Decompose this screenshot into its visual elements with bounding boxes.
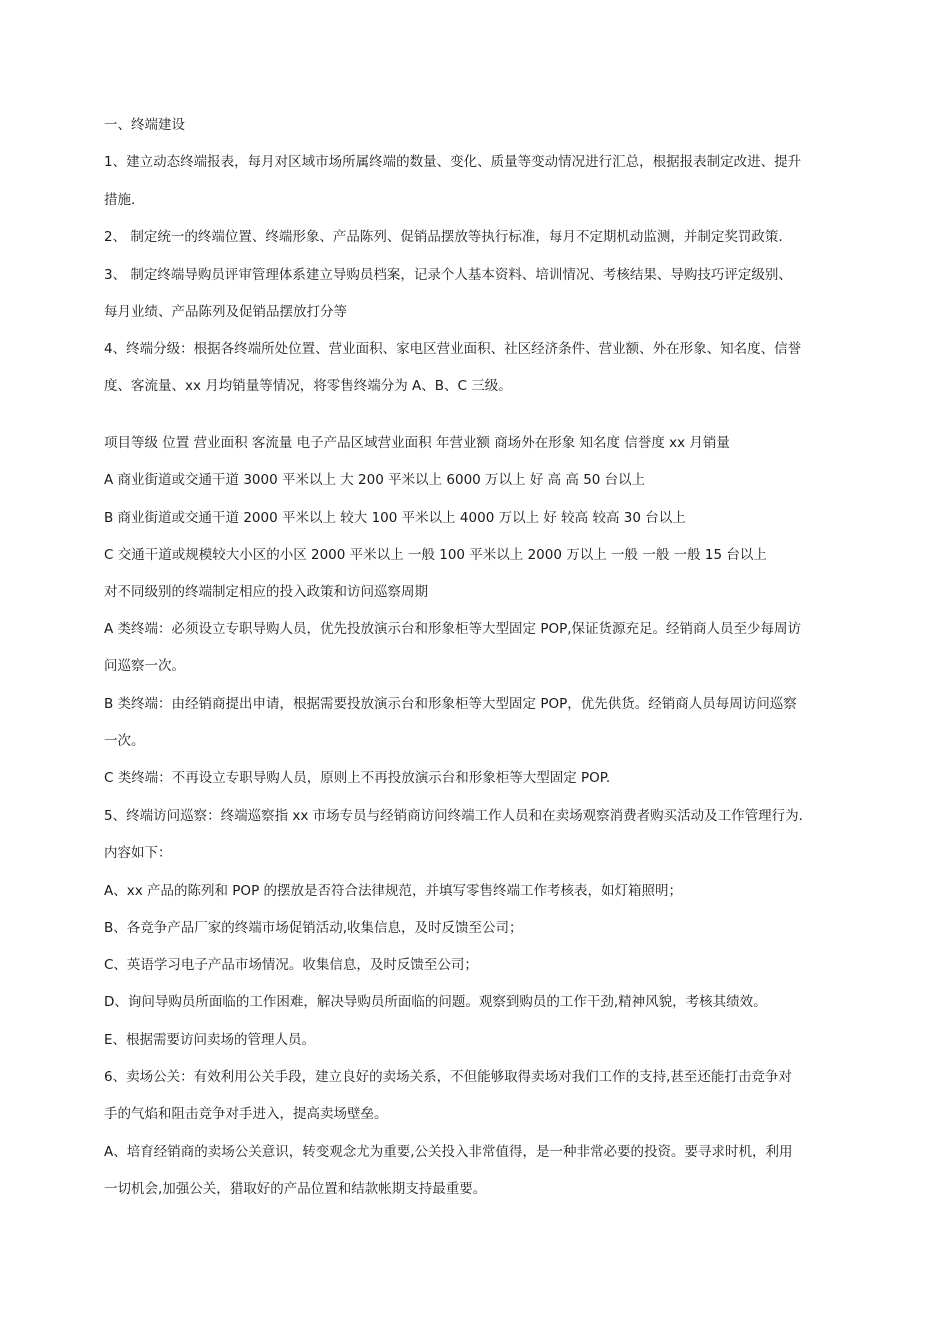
policy-b-line-1: B 类终端：由经销商提出申请，根据需要投放演示台和形象柜等大型固定 POP，优先供货。经销商人员每周访问巡察 bbox=[104, 696, 797, 712]
paragraph-4-line-2: 度、客流量、xx 月均销量等情况，将零售终端分为 A、B、C 三级。 bbox=[104, 378, 512, 394]
item-c: C、英语学习电子产品市场情况。收集信息，及时反馈至公司； bbox=[104, 957, 478, 973]
paragraph-1-line-2: 措施. bbox=[104, 192, 136, 208]
paragraph-1-line-1: 1、建立动态终端报表，每月对区域市场所属终端的数量、变化、质量等变动情况进行汇总，根据报表制定改进、提升 bbox=[104, 154, 802, 170]
paragraph-5-line-1: 5、终端访问巡察：终端巡察指 xx 市场专员与经销商访问终端工作人员和在卖场观察消费者购买活动及工作管理行为. bbox=[104, 808, 803, 824]
grade-row-b: B 商业街道或交通干道 2000 平米以上 较大 100 平米以上 4000 万以上 好 较高 较高 30 台以上 bbox=[104, 510, 686, 526]
paragraph-2-line-1: 2、 制定统一的终端位置、终端形象、产品陈列、促销品摆放等执行标准，每月不定期机动监测，并制定奖罚政策. bbox=[104, 229, 783, 245]
paragraph-3-line-2: 每月业绩、产品陈列及促销品摆放打分等 bbox=[104, 304, 347, 320]
policy-c: C 类终端：不再设立专职导购人员，原则上不再投放演示台和形象柜等大型固定 POP. bbox=[104, 770, 611, 786]
item-a: A、xx 产品的陈列和 POP 的摆放是否符合法律规范，并填写零售终端工作考核表，如灯箱照明； bbox=[104, 883, 682, 899]
paragraph-6a-line-1: A、培育经销商的卖场公关意识，转变观念尤为重要,公关投入非常值得，是一种非常必要的投资。要寻求时机，利用 bbox=[104, 1144, 793, 1160]
paragraph-3-line-1: 3、 制定终端导购员评审管理体系建立导购员档案，记录个人基本资料、培训情况、考核结果、导购技巧评定级别、 bbox=[104, 267, 792, 283]
paragraph-4-line-1: 4、终端分级：根据各终端所处位置、营业面积、家电区营业面积、社区经济条件、营业额、外在形象、知名度、信誉 bbox=[104, 341, 802, 357]
paragraph-5-line-2: 内容如下： bbox=[104, 845, 172, 861]
policy-a-line-1: A 类终端：必须设立专职导购人员，优先投放演示台和形象柜等大型固定 POP,保证货源充足。经销商人员至少每周访 bbox=[104, 621, 802, 637]
policy-b-line-2: 一次。 bbox=[104, 733, 145, 749]
paragraph-6-line-2: 手的气焰和阻击竞争对手进入，提高卖场壁垒。 bbox=[104, 1106, 388, 1122]
item-b: B、各竞争产品厂家的终端市场促销活动,收集信息，及时反馈至公司； bbox=[104, 920, 523, 936]
policy-a-line-2: 问巡察一次。 bbox=[104, 658, 185, 674]
grade-row-c: C 交通干道或规模较大小区的小区 2000 平米以上 一般 100 平米以上 2000 万以上 一般 一般 一般 15 台以上 bbox=[104, 547, 767, 563]
grade-row-a: A 商业街道或交通干道 3000 平米以上 大 200 平米以上 6000 万以上 好 高 高 50 台以上 bbox=[104, 472, 646, 488]
grade-table-header: 项目等级 位置 营业面积 客流量 电子产品区域营业面积 年营业额 商场外在形象 知名度 信誉度 xx 月销量 bbox=[104, 435, 730, 451]
item-d: D、询问导购员所面临的工作困难，解决导购员所面临的问题。观察到购员的工作干劲,精神风貌，考核其绩效。 bbox=[104, 994, 767, 1010]
policy-intro: 对不同级别的终端制定相应的投入政策和访问巡察周期 bbox=[104, 584, 428, 600]
item-e: E、根据需要访问卖场的管理人员。 bbox=[104, 1032, 316, 1048]
paragraph-6-line-1: 6、卖场公关：有效利用公关手段，建立良好的卖场关系，不但能够取得卖场对我们工作的支持,甚至还能打击竞争对 bbox=[104, 1069, 792, 1085]
section-heading: 一、终端建设 bbox=[104, 117, 185, 133]
paragraph-6a-line-2: 一切机会,加强公关，猎取好的产品位置和结款帐期支持最重要。 bbox=[104, 1181, 487, 1197]
